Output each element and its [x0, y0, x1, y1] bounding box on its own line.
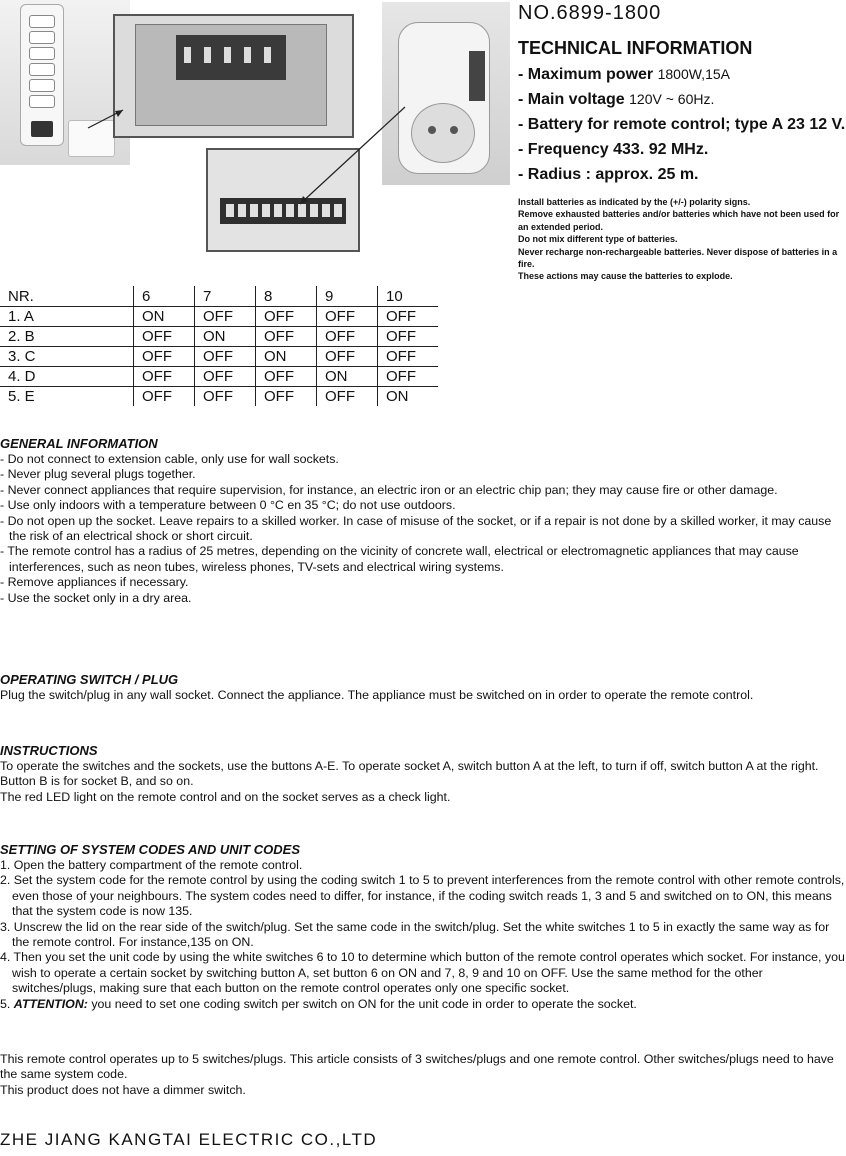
operating-section [0, 672, 846, 703]
list-item: 1. Open the battery compartment of the remote control. [0, 858, 303, 872]
paragraph: To operate the switches and the sockets, use the buttons A-E. To operate socket A, switch button A at the left, to turn if off, switch button A at the right. Button B is for socket B, and so on. [0, 759, 819, 789]
table-cell: OFF [317, 347, 378, 367]
list-item: - Remove appliances if necessary. [0, 575, 189, 590]
table-cell: ON [317, 367, 378, 387]
table-cell: ON [256, 347, 317, 367]
table-cell: OFF [195, 387, 256, 407]
table-cell: OFF [317, 387, 378, 407]
table-cell: OFF [195, 347, 256, 367]
closing-notes [0, 1052, 846, 1098]
table-cell: ON [134, 307, 195, 327]
table-cell: OFF [256, 327, 317, 347]
table-row [0, 367, 438, 387]
spec-item: - Battery for remote control; type A 23 12 V. [518, 116, 846, 133]
list-item: 3. Unscrew the lid on the rear side of the switch/plug. Set the same code in the switch/plug. Set the white switches 1 to 5 in exactly the same way as for the remote control. For instance,135 on ON. [0, 919, 830, 950]
list-item: - Never plug several plugs together. [0, 467, 196, 482]
table-cell: OFF [378, 347, 439, 367]
technical-information-list [518, 62, 845, 187]
setting-codes-section [0, 842, 846, 1012]
table-cell: OFF [317, 327, 378, 347]
table-header-cell: 6 [134, 286, 195, 307]
battery-note: Do not mix different type of batteries. [518, 234, 678, 245]
attention-label: ATTENTION: [13, 996, 88, 1011]
table-header-cell: 10 [378, 286, 439, 307]
instructions-section [0, 743, 846, 805]
table-cell: OFF [134, 387, 195, 407]
list-item: 4. Then you set the unit code by using the white switches 6 to 10 to determine which button of the remote control operates which socket. For instance, you wish to operate a certain socket by switching button A, set button 6 on ON and 7, 8, 9 and 10 on OFF. Use the same method for the other switches/plugs, making sure that each button on the remote control operates only one specific socket. [0, 950, 845, 996]
list-item: - The remote control has a radius of 25 metres, depending on the vicinity of concrete wall, electrical or electromagnetic appliances that may cause interferences, such as neon tubes, wireless phones, TV-sets and electrical wiring systems. [0, 544, 799, 574]
technical-information-title: TECHNICAL INFORMATION [518, 38, 753, 58]
model-number: NO.6899-1800 [518, 2, 662, 24]
table-header-cell: 9 [317, 286, 378, 307]
table-cell: 1. A [0, 307, 134, 327]
table-header-cell: 7 [195, 286, 256, 307]
table-row [0, 347, 438, 367]
table-cell: ON [195, 327, 256, 347]
battery-note: Remove exhausted batteries and/or batteries which have not been used for an extended period. [518, 209, 840, 232]
unit-code-table [0, 286, 438, 406]
general-information-list [0, 452, 846, 606]
table-row [0, 327, 438, 347]
list-item: - Use only indoors with a temperature between 0 °C en 35 °C; do not use outdoors. [0, 498, 456, 513]
battery-note: These actions may cause the batteries to explode. [518, 271, 733, 282]
list-item: - Never connect appliances that require supervision, for instance, an electric iron or an electric chip pan; they may cause fire or other damage. [0, 482, 778, 497]
arrow-line [300, 107, 405, 204]
section-title: GENERAL INFORMATION [0, 436, 158, 451]
section-title: OPERATING SWITCH / PLUG [0, 672, 179, 687]
table-cell: OFF [134, 367, 195, 387]
table-row [0, 387, 438, 407]
list-item: - Do not open up the socket. Leave repairs to a skilled worker. In case of misuse of the socket, or if a repair is not done by a skilled worker, it may cause the risk of an electrical shock or short circuit. [0, 513, 832, 544]
table-cell: OFF [134, 327, 195, 347]
battery-note: Install batteries as indicated by the (+/-) polarity signs. [518, 197, 751, 207]
table-cell: OFF [195, 307, 256, 327]
table-cell: OFF [378, 327, 439, 347]
paragraph: This remote control operates up to 5 switches/plugs. This article consists of 3 switches/plugs and one remote control. Other switches/plugs need to have the same system code. [0, 1052, 834, 1082]
table-cell: OFF [256, 307, 317, 327]
table-cell: OFF [378, 307, 439, 327]
table-cell: OFF [256, 387, 317, 407]
list-item: - Do not connect to extension cable, only use for wall sockets. [0, 452, 339, 466]
table-cell: OFF [317, 307, 378, 327]
battery-warnings [518, 196, 843, 283]
spec-item: - Maximum power 1800W,15A [518, 66, 730, 83]
paragraph: Plug the switch/plug in any wall socket. Connect the appliance. The appliance must be switched on in order to operate the remote control. [0, 688, 754, 702]
table-row [0, 307, 438, 327]
section-title: SETTING OF SYSTEM CODES AND UNIT CODES [0, 842, 300, 857]
table-cell: 3. C [0, 347, 134, 367]
battery-note: Never recharge non-rechargeable batteries. Never dispose of batteries in a fire. [518, 246, 838, 270]
list-item: 5. ATTENTION: you need to set one coding switch per switch on ON for the unit code in order to operate the socket. [0, 996, 637, 1011]
section-title: INSTRUCTIONS [0, 743, 98, 758]
table-header-row [0, 286, 438, 307]
spec-item: - Radius : approx. 25 m. [518, 166, 699, 183]
setting-steps-list [0, 858, 846, 1012]
table-cell: OFF [134, 347, 195, 367]
table-cell: OFF [256, 367, 317, 387]
table-cell: 4. D [0, 367, 134, 387]
table-header-cell: 8 [256, 286, 317, 307]
table-cell: 2. B [0, 327, 134, 347]
company-name: ZHE JIANG KANGTAI ELECTRIC CO.,LTD [0, 1130, 378, 1149]
table-header-cell: NR. [8, 287, 34, 305]
list-item: 2. Set the system code for the remote control by using the coding switch 1 to 5 to prevent interferences from the remote control with other remote controls, even those of your neighbours. The system codes need to differ, for instance, if the coding switch reads 1, 3 and 5 and switched on to ON, this means that the system code is now 135. [0, 873, 845, 919]
spec-item: - Main voltage 120V ~ 60Hz. [518, 91, 715, 108]
table-cell: OFF [195, 367, 256, 387]
spec-item: - Frequency 433. 92 MHz. [518, 141, 709, 158]
paragraph: The red LED light on the remote control and on the socket serves as a check light. [0, 789, 451, 804]
table-cell: 5. E [0, 387, 134, 407]
paragraph: This product does not have a dimmer switch. [0, 1082, 246, 1097]
list-item: - Use the socket only in a dry area. [0, 590, 192, 605]
table-cell: ON [378, 387, 439, 407]
general-information-section [0, 436, 846, 606]
table-cell: OFF [378, 367, 439, 387]
